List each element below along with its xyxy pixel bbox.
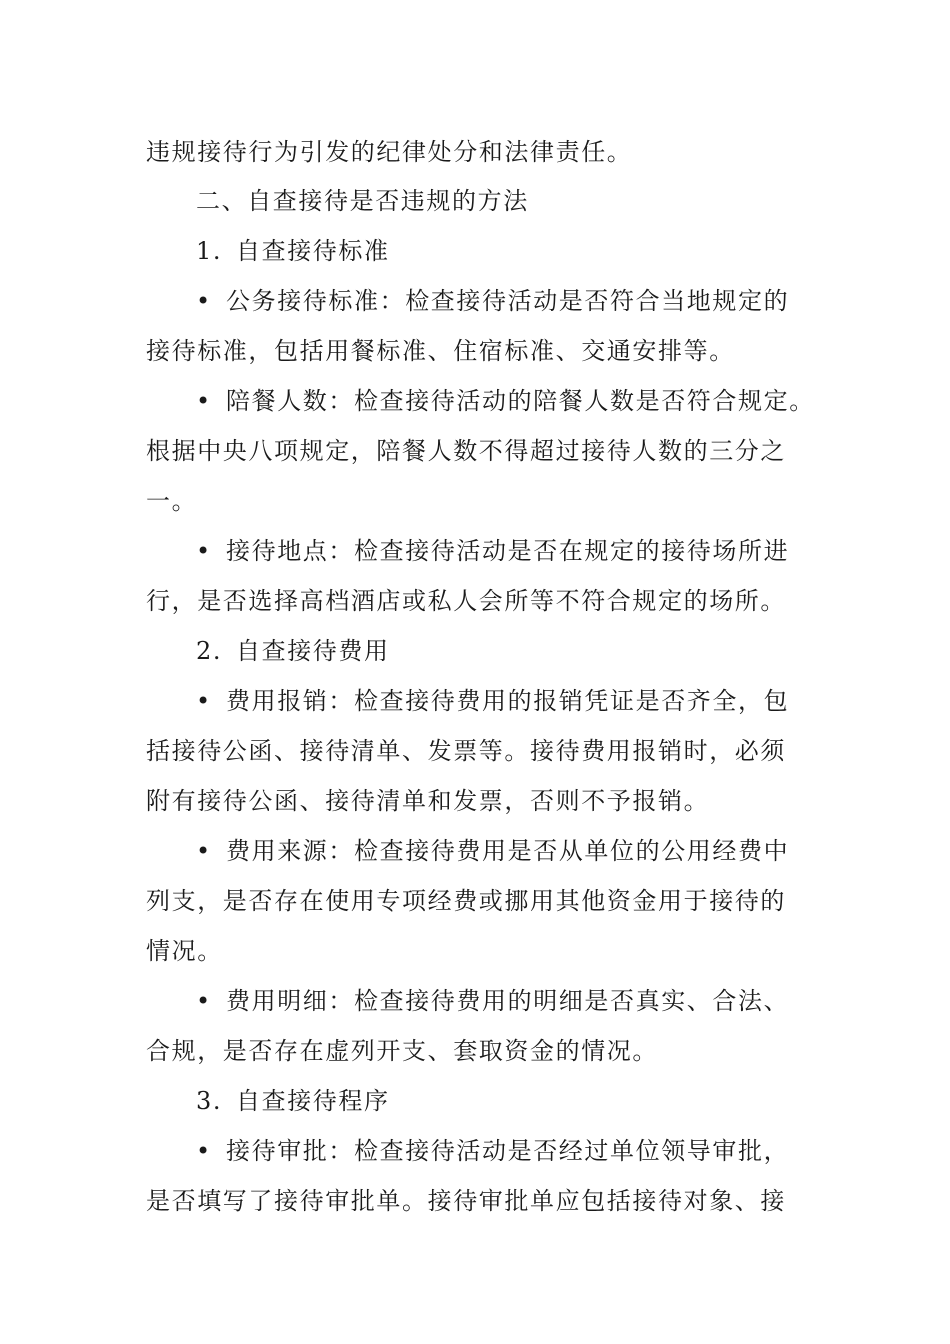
subsection-heading — [196, 1086, 390, 1116]
paragraph-line: 一。 — [146, 487, 198, 515]
bullet-text: 费用来源：检查接待费用是否从单位的公用经费中 — [226, 837, 790, 865]
bullet-icon: • — [196, 687, 212, 715]
bullet-item — [196, 536, 789, 566]
bullet-icon: • — [196, 287, 212, 315]
bullet-text: 接待审批：检查接待活动是否经过单位领导审批， — [226, 1137, 790, 1165]
paragraph-line: 是否填写了接待审批单。接待审批单应包括接待对象、接 — [146, 1187, 786, 1215]
bullet-text: 费用明细：检查接待费用的明细是否真实、合法、 — [226, 987, 790, 1015]
bullet-item — [196, 386, 815, 416]
bullet-text: 公务接待标准：检查接待活动是否符合当地规定的 — [226, 287, 790, 315]
paragraph-line: 根据中央八项规定，陪餐人数不得超过接待人数的三分之 — [146, 437, 786, 465]
subsection-title: 自查接待程序 — [236, 1087, 390, 1115]
bullet-item — [196, 836, 789, 866]
subsection-heading — [196, 636, 390, 666]
list-number: 3. — [196, 1087, 223, 1115]
bullet-text: 陪餐人数：检查接待活动的陪餐人数是否符合规定。 — [226, 387, 815, 415]
paragraph-line: 附有接待公函、接待清单和发票，否则不予报销。 — [146, 787, 710, 815]
paragraph-line: 违规接待行为引发的纪律处分和法律责任。 — [146, 138, 633, 166]
bullet-item — [196, 986, 789, 1016]
list-number: 2. — [196, 637, 223, 665]
subsection-title: 自查接待标准 — [236, 237, 390, 265]
bullet-text: 接待地点：检查接待活动是否在规定的接待场所进 — [226, 537, 790, 565]
bullet-icon: • — [196, 537, 212, 565]
section-heading: 二、自查接待是否违规的方法 — [196, 187, 529, 215]
bullet-item — [196, 686, 789, 716]
bullet-icon: • — [196, 837, 212, 865]
bullet-icon: • — [196, 1137, 212, 1165]
paragraph-line: 情况。 — [146, 937, 223, 965]
bullet-item — [196, 286, 789, 316]
paragraph-line: 行，是否选择高档酒店或私人会所等不符合规定的场所。 — [146, 587, 786, 615]
subsection-heading — [196, 236, 390, 266]
bullet-icon: • — [196, 987, 212, 1015]
bullet-item — [196, 1136, 789, 1166]
paragraph-line: 接待标准，包括用餐标准、住宿标准、交通安排等。 — [146, 337, 735, 365]
paragraph-line: 列支，是否存在使用专项经费或挪用其他资金用于接待的 — [146, 887, 786, 915]
paragraph-line: 合规，是否存在虚列开支、套取资金的情况。 — [146, 1037, 658, 1065]
subsection-title: 自查接待费用 — [236, 637, 390, 665]
bullet-icon: • — [196, 387, 212, 415]
list-number: 1. — [196, 237, 223, 265]
paragraph-line: 括接待公函、接待清单、发票等。接待费用报销时，必须 — [146, 737, 786, 765]
bullet-text: 费用报销：检查接待费用的报销凭证是否齐全，包 — [226, 687, 790, 715]
